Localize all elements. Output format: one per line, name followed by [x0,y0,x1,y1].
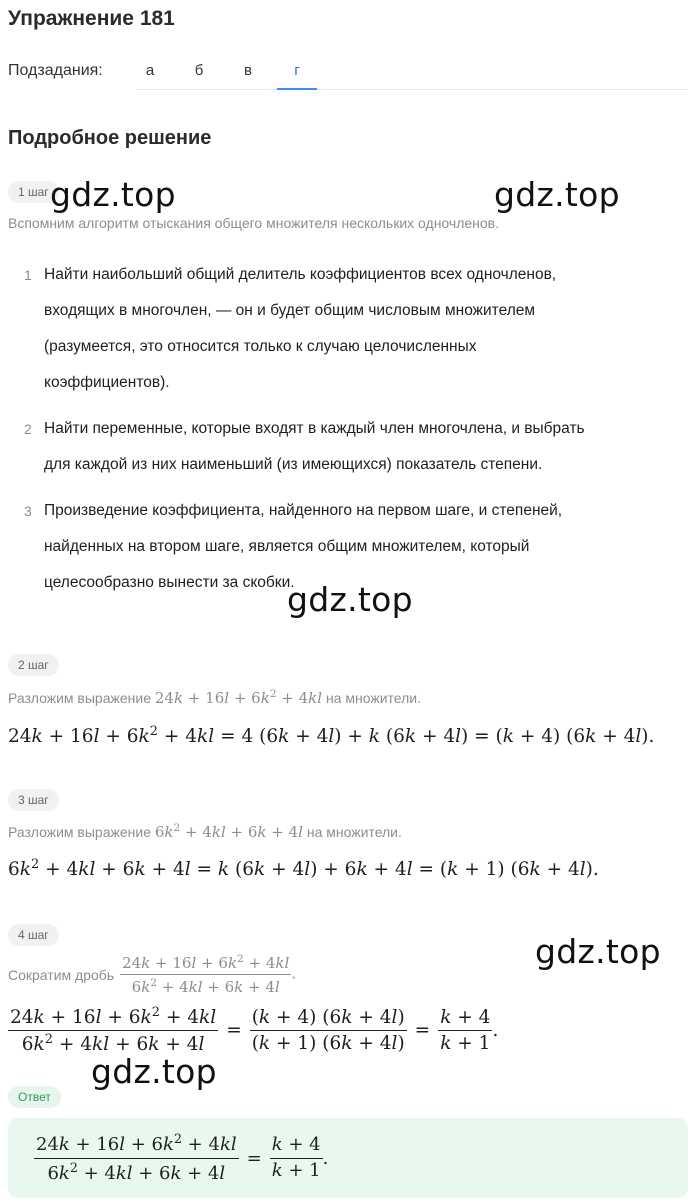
step-4-desc-before: Сократим дробь [8,966,115,983]
step-3-description [8,822,402,841]
step-4-inline-fraction: $\frac{24k + 16l + 6k^2 + 4kl}{6k^2 + 4kl + 6k + 4l}$ . [122,953,297,996]
answer-badge: Ответ [8,1086,61,1108]
algorithm-item-line: Найти наибольший общий делитель коэффициентов всех одночленов, [44,266,557,283]
subtasks-label: Подзадания: [8,62,103,79]
step-2-desc-after: на множители. [325,689,421,706]
step-1-description: Вспомним алгоритм отыскания общего множителя нескольких одночленов. [8,215,500,231]
watermark: gdz.top [535,932,661,971]
watermark: gdz.top [287,580,413,619]
answer-box [8,1118,688,1198]
algorithm-item-2 [24,411,692,483]
step-3-equation: $6k^2 + 4kl + 6k + 4l = k$ (6k + 4l) + 6k + 4l = (k + 1) (6k + 4l). [8,857,599,881]
step-2-desc-before: Разложим выражение [8,689,151,706]
subtasks-nav [8,62,688,92]
step-3-desc-before: Разложим выражение [8,823,151,840]
step-2-badge: 2 шаг [8,654,59,676]
subtask-tab-v[interactable]: в [244,62,252,79]
watermark: gdz.top [494,175,620,214]
step-4-equation: $\frac{24k + 16l + 6k^2 + 4kl}{6k^2 + 4kl + 6k + 4l}$ = $\frac{(k + 4) (6k + 4l)}{(k + 1) (6k + 4l)}$ = $\frac{k + 4}{k + 1}$ . [10,1005,499,1056]
subtask-tab-a[interactable]: а [145,62,155,79]
step-2-equation: $24k + 16l + 6k^2 + 4kl = 4$ (6k + 4l) + k (6k + 4l) = (k + 4) (6k + 4l). [8,724,655,748]
answer-equation: $\frac{24k + 16l + 6k^2 + 4kl}{6k^2 + 4kl + 6k + 4l}$ = $\frac{k + 4}{k + 1}$ . [36,1131,329,1184]
solution-title: Подробное решение [8,127,212,149]
step-4-description [8,953,296,996]
watermark: gdz.top [50,175,176,214]
subtask-tab-b[interactable]: б [194,62,204,79]
step-2-inline-expression: $24k + 16l + 6k^2 + 4kl$ [154,688,323,707]
subtask-tab-g[interactable]: г [277,62,317,90]
algorithm-item-1 [24,257,692,401]
algorithm-item-number: 2 [24,421,32,437]
algorithm-item-line: Произведение коэффициента, найденного на первом шаге, и степеней, [44,502,563,519]
algorithm-item-line: коэффициентов). [44,374,170,391]
algorithm-item-line: найденных на втором шаге, является общим множителем, который [44,538,530,555]
step-3-badge: 3 шаг [8,789,59,811]
step-2-description [8,688,421,707]
algorithm-item-line: целесообразно вынести за скобки. [44,574,295,591]
watermark: gdz.top [91,1052,217,1091]
algorithm-item-line: (разумеется, это относится только к случаю целочисленных [44,338,477,355]
step-3-desc-after: на множители. [306,823,402,840]
algorithm-item-number: 1 [24,267,32,283]
exercise-title: Упражнение 181 [8,7,175,30]
algorithm-item-number: 3 [24,503,32,519]
algorithm-item-line: для каждой из них наименьший (из имеющихся) показатель степени. [44,456,543,473]
algorithm-item-line: входящих в многочлен, — он и будет общим числовым множителем [44,302,536,319]
algorithm-item-line: Найти переменные, которые входят в каждый член многочлена, и выбрать [44,420,585,437]
algorithm-list [24,257,692,601]
step-1-badge: 1 шаг [8,181,59,203]
step-3-inline-expression: $6k^2 + 4kl + 6k + 4l$ [154,822,303,841]
step-4-badge: 4 шаг [8,924,59,946]
